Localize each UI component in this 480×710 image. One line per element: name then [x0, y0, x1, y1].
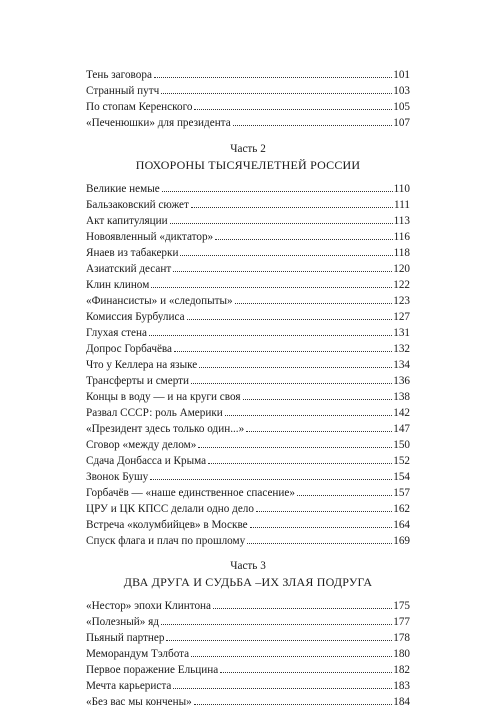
toc-entry	[86, 598, 410, 614]
toc-entry-title: Сдача Донбасса и Крыма	[86, 455, 207, 467]
dot-leader	[247, 543, 392, 544]
toc-entry-title: Меморандум Тэлбота	[86, 648, 190, 660]
toc-entry-title: Встреча «колумбийцев» в Москве	[86, 519, 248, 531]
toc-entry-page-number: 122	[393, 279, 410, 291]
toc-list-part-3	[86, 598, 410, 710]
dot-leader	[154, 77, 392, 78]
toc-entry	[86, 245, 410, 261]
toc-entry-title: Новоявленный «диктатор»	[86, 231, 214, 243]
toc-entry-title: Акт капитуляции	[86, 215, 168, 227]
dot-leader	[191, 207, 393, 208]
toc-entry	[86, 373, 410, 389]
toc-entry-page-number: 103	[393, 85, 410, 97]
toc-entry	[86, 421, 410, 437]
toc-entry-title: Звонок Бушу	[86, 471, 149, 483]
dot-leader	[246, 431, 392, 432]
toc-entry-title: «Печенюшки» для президента	[86, 117, 231, 129]
dot-leader	[149, 335, 392, 336]
toc-entry-title: Азиатский десант	[86, 263, 172, 275]
dot-leader	[198, 447, 392, 448]
toc-entry-page-number: 107	[393, 117, 410, 129]
toc-entry-title: «Президент здесь только один...»	[86, 423, 245, 435]
toc-entry	[86, 485, 410, 501]
toc-entry	[86, 357, 410, 373]
toc-entry-page-number: 180	[393, 648, 410, 660]
dot-leader	[173, 688, 392, 689]
toc-entry-page-number: 178	[393, 632, 410, 644]
dot-leader	[233, 125, 393, 126]
toc-entry	[86, 389, 410, 405]
dot-leader	[180, 255, 392, 256]
toc-entry-title: Странный путч	[86, 85, 160, 97]
toc-entry-page-number: 175	[393, 600, 410, 612]
toc-entry-page-number: 138	[393, 391, 410, 403]
toc-entry-title: «Без вас мы кончены»	[86, 696, 192, 708]
toc-entry-page-number: 154	[393, 471, 410, 483]
toc-entry	[86, 181, 410, 197]
toc-entry-title: «Финансисты» и «следопыты»	[86, 295, 233, 307]
book-page	[86, 67, 410, 710]
toc-entry-title: Глухая стена	[86, 327, 147, 339]
dot-leader	[256, 511, 392, 512]
toc-entry	[86, 630, 410, 646]
toc-list-top	[86, 67, 410, 131]
dot-leader	[225, 415, 392, 416]
toc-entry	[86, 67, 410, 83]
toc-entry	[86, 115, 410, 131]
toc-entry-title: Сговор «между делом»	[86, 439, 197, 451]
toc-entry-title: Концы в воду — и на круги своя	[86, 391, 241, 403]
toc-entry-title: Янаев из табакерки	[86, 247, 179, 259]
dot-leader	[215, 239, 392, 240]
toc-entry-title: Первое поражение Ельцина	[86, 664, 219, 676]
toc-entry-title: «Нестор» эпохи Клинтона	[86, 600, 211, 612]
toc-entry	[86, 325, 410, 341]
part-2-title: ПОХОРОНЫ ТЫСЯЧЕЛЕТНЕЙ РОССИИ	[135, 158, 361, 172]
toc-entry-title: Допрос Горбачёва	[86, 343, 173, 355]
toc-entry-title: Развал СССР: роль Америки	[86, 407, 223, 419]
toc-entry-page-number: 120	[393, 263, 410, 275]
toc-entry	[86, 229, 410, 245]
toc-entry-page-number: 164	[393, 519, 410, 531]
toc-entry-page-number: 127	[393, 311, 410, 323]
toc-entry-title: Великие немые	[86, 183, 160, 195]
part-2-section	[86, 142, 410, 549]
toc-entry-page-number: 131	[393, 327, 410, 339]
toc-entry	[86, 694, 410, 710]
toc-entry-title: «Полезный» яд	[86, 616, 159, 628]
toc-entry	[86, 83, 410, 99]
dot-leader	[162, 191, 393, 192]
toc-entry	[86, 405, 410, 421]
dot-leader	[194, 109, 392, 110]
toc-entry-page-number: 101	[393, 69, 410, 81]
toc-entry-page-number: 105	[393, 101, 410, 113]
dot-leader	[194, 704, 392, 705]
dot-leader	[161, 624, 392, 625]
dot-leader	[213, 608, 392, 609]
toc-entry-title: Мечта карьериста	[86, 680, 172, 692]
toc-entry-page-number: 152	[393, 455, 410, 467]
dot-leader	[170, 223, 393, 224]
toc-entry	[86, 213, 410, 229]
toc-entry-title: ЦРУ и ЦК КПСС делали одно дело	[86, 503, 254, 515]
toc-entry-title: Пьяный партнер	[86, 632, 165, 644]
dot-leader	[150, 479, 392, 480]
dot-leader	[235, 303, 393, 304]
toc-entry-title: Что у Келлера на языке	[86, 359, 198, 371]
toc-entry	[86, 662, 410, 678]
toc-entry-page-number: 136	[393, 375, 410, 387]
dot-leader	[187, 319, 393, 320]
toc-entry-page-number: 110	[393, 183, 410, 195]
toc-entry	[86, 309, 410, 325]
toc-entry-page-number: 162	[393, 503, 410, 515]
toc-entry-page-number: 113	[393, 215, 410, 227]
dot-leader	[297, 495, 392, 496]
dot-leader	[199, 367, 392, 368]
dot-leader	[208, 463, 392, 464]
toc-entry-title: Бальзаковский сюжет	[86, 199, 189, 211]
toc-entry-title: Клин клином	[86, 279, 150, 291]
toc-entry	[86, 341, 410, 357]
toc-entry	[86, 678, 410, 694]
toc-entry-page-number: 147	[393, 423, 410, 435]
toc-entry	[86, 197, 410, 213]
toc-entry-page-number: 123	[393, 295, 410, 307]
toc-entry	[86, 261, 410, 277]
toc-entry-page-number: 182	[393, 664, 410, 676]
toc-entry	[86, 501, 410, 517]
toc-entry-page-number: 150	[393, 439, 410, 451]
toc-entry-title: Горбачёв — «наше единственное спасение»	[86, 487, 295, 499]
toc-list-part-2	[86, 181, 410, 549]
dot-leader	[191, 383, 392, 384]
dot-leader	[173, 271, 392, 272]
part-3-label: Часть 3	[230, 560, 266, 572]
dot-leader	[220, 672, 392, 673]
toc-entry-page-number: 183	[393, 680, 410, 692]
dot-leader	[250, 527, 393, 528]
toc-entry-title: По стопам Керенского	[86, 101, 193, 113]
dot-leader	[166, 640, 392, 641]
dot-leader	[243, 399, 393, 400]
dot-leader	[191, 656, 392, 657]
toc-entry	[86, 293, 410, 309]
toc-entry	[86, 469, 410, 485]
toc-entry	[86, 517, 410, 533]
toc-entry-page-number: 157	[393, 487, 410, 499]
toc-entry	[86, 437, 410, 453]
toc-entry-page-number: 132	[393, 343, 410, 355]
dot-leader	[151, 287, 392, 288]
dot-leader	[174, 351, 392, 352]
toc-entry-page-number: 116	[393, 231, 410, 243]
toc-entry	[86, 614, 410, 630]
part-2-label: Часть 2	[230, 143, 266, 155]
toc-entry-title: Трансферты и смерти	[86, 375, 190, 387]
part-3-title: ДВА ДРУГА И СУДЬБА –ИХ ЗЛАЯ ПОДРУГА	[123, 575, 373, 589]
toc-entry-page-number: 177	[393, 616, 410, 628]
toc-entry	[86, 453, 410, 469]
toc-entry-page-number: 111	[394, 199, 410, 211]
part-3-section	[86, 559, 410, 710]
toc-entry-page-number: 134	[393, 359, 410, 371]
toc-entry-title: Комиссия Бурбулиса	[86, 311, 185, 323]
toc-entry	[86, 99, 410, 115]
toc-entry-title: Тень заговора	[86, 69, 152, 81]
toc-entry-title: Спуск флага и плач по прошлому	[86, 535, 246, 547]
toc-entry	[86, 646, 410, 662]
toc-entry	[86, 277, 410, 293]
toc-entry-page-number: 118	[393, 247, 410, 259]
toc-entry	[86, 533, 410, 549]
toc-entry-page-number: 169	[393, 535, 410, 547]
dot-leader	[161, 93, 392, 94]
toc-entry-page-number: 142	[393, 407, 410, 419]
toc-entry-page-number: 184	[393, 696, 410, 708]
